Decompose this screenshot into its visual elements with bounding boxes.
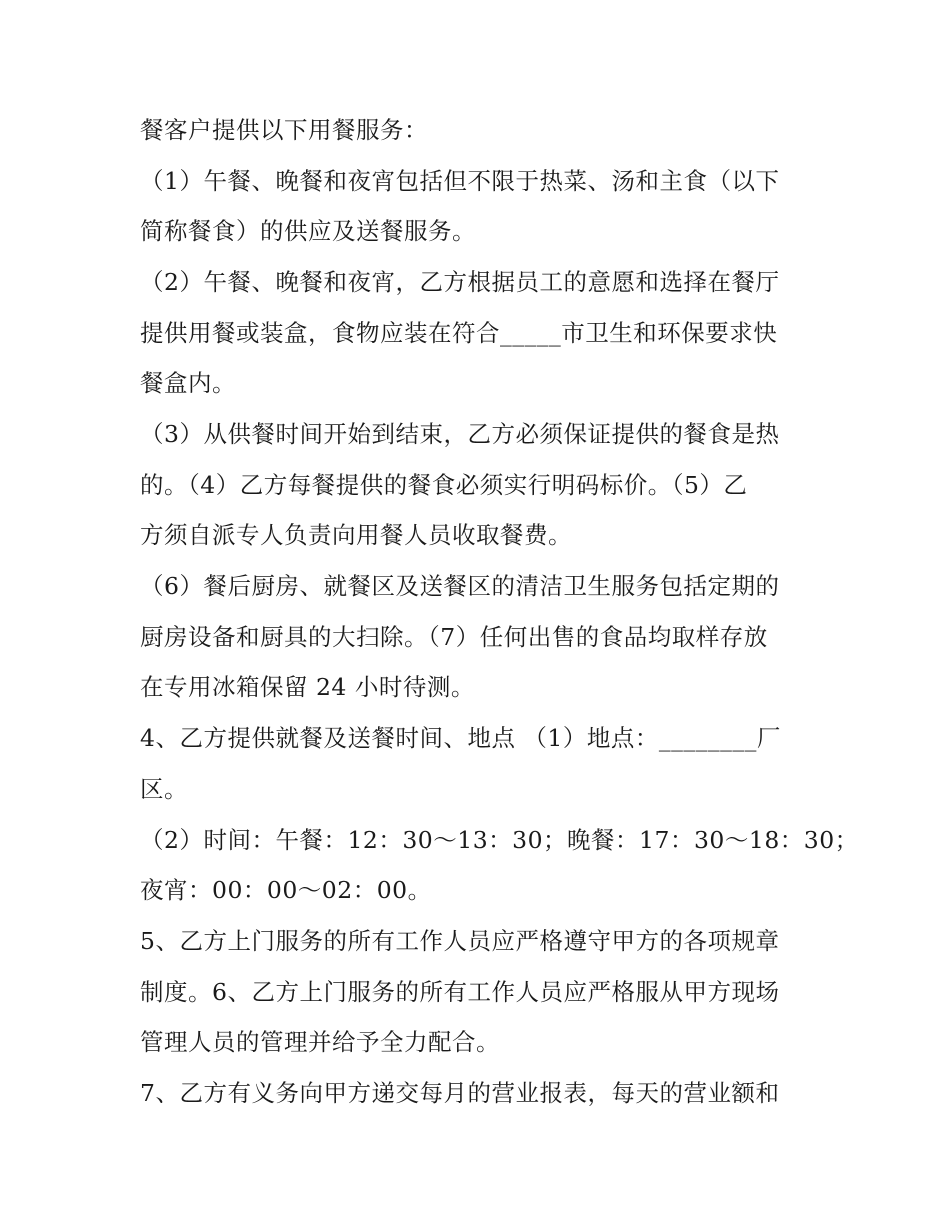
text-line: （1）午餐、晚餐和夜宵包括但不限于热菜、汤和主食（以下 (140, 167, 780, 195)
text-line: 5、乙方上门服务的所有工作人员应严格遵守甲方的各项规章 (140, 927, 780, 955)
text-line: 的。（4）乙方每餐提供的餐食必须实行明码标价。（5）乙 (140, 471, 748, 499)
text-line: 厨房设备和厨具的大扫除。（7）任何出售的食品均取样存放 (140, 623, 768, 651)
text-line: （2）午餐、晚餐和夜宵，乙方根据员工的意愿和选择在餐厅 (140, 268, 780, 296)
text-line: 方须自派专人负责向用餐人员收取餐费。 (140, 521, 572, 549)
text-line: 在专用冰箱保留 24 小时待测。 (140, 673, 475, 701)
text-line: 7、乙方有义务向甲方递交每月的营业报表，每天的营业额和 (140, 1079, 780, 1107)
text-line: 提供用餐或装盒，食物应装在符合_____市卫生和环保要求快 (140, 319, 778, 347)
text-line: （2）时间：午餐：12：30～13：30；晚餐：17：30～18：30； (140, 826, 859, 854)
text-line: 夜宵：00：00～02：00。 (140, 876, 432, 904)
text-line: 简称餐食）的供应及送餐服务。 (140, 217, 476, 245)
text-line: 制度。6、乙方上门服务的所有工作人员应严格服从甲方现场 (140, 978, 780, 1006)
text-line: 餐盒内。 (140, 369, 236, 397)
text-line: （3）从供餐时间开始到结束，乙方必须保证提供的餐食是热 (140, 420, 780, 448)
text-line: 管理人员的管理并给予全力配合。 (140, 1028, 500, 1056)
text-line: 餐客户提供以下用餐服务： (140, 116, 428, 144)
text-line: 区。 (140, 775, 188, 803)
text-line: 4、乙方提供就餐及送餐时间、地点 （1）地点：________厂 (140, 724, 781, 752)
text-line: （6）餐后厨房、就餐区及送餐区的清洁卫生服务包括定期的 (140, 572, 780, 600)
